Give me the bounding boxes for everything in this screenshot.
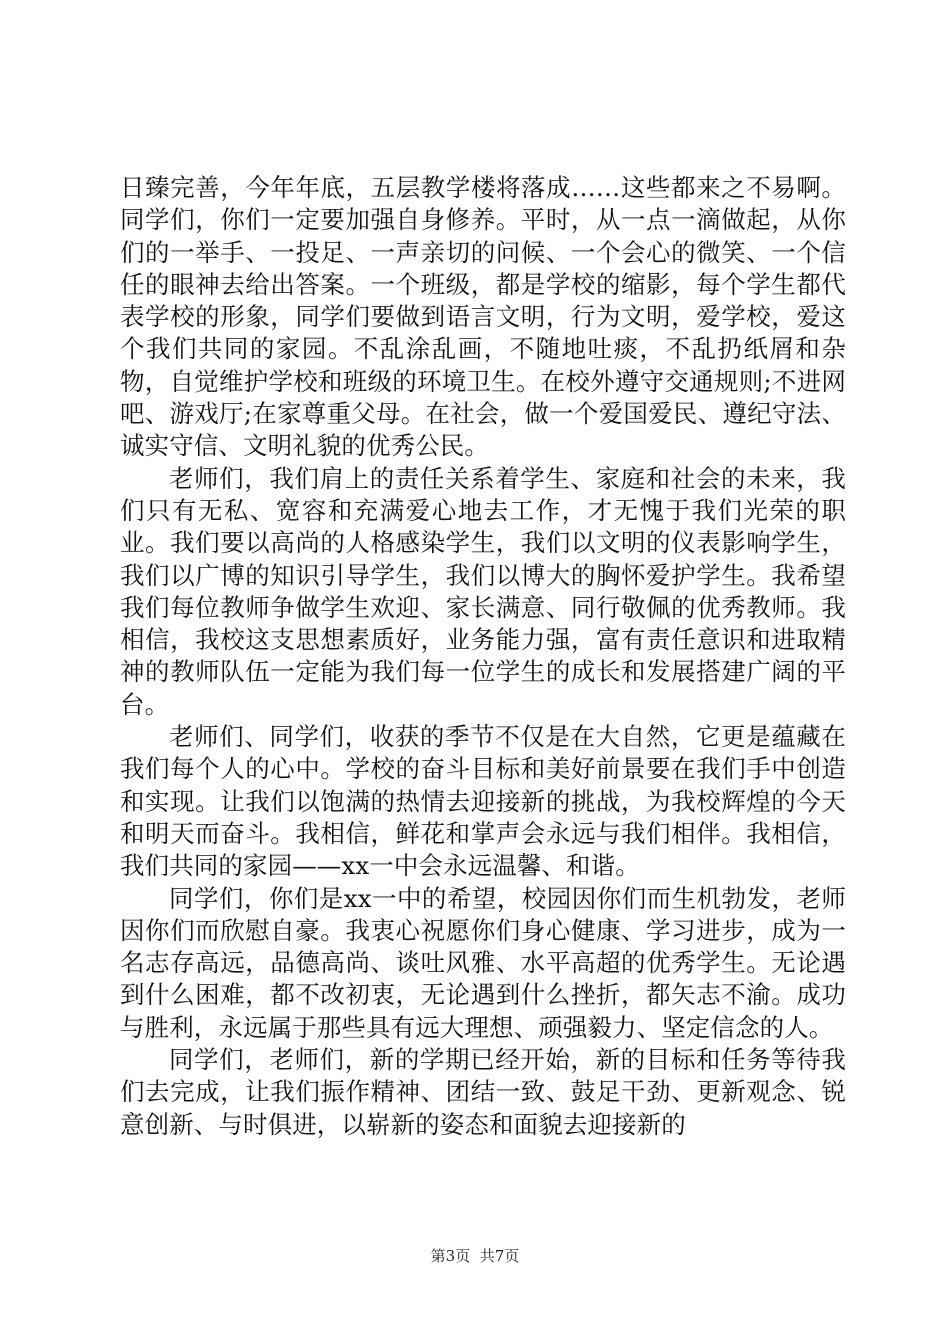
paragraph-3: 老师们、同学们，收获的季节不仅是在大自然，它更是蕴藏在我们每个人的心中。学校的奋斗目标和美好前景要在我们手中创造和实现。让我们以饱满的热情去迎接新的挑战，为我校辉煌的今天和明天而奋斗。我相信，鲜花和掌声会永远与我们相伴。我相信，我们共同的家园——xx一中会永远温馨、和谐。 (120, 722, 846, 881)
paragraph-2: 老师们，我们肩上的责任关系着学生、家庭和社会的未来，我们只有无私、宽容和充满爱心地去工作，才无愧于我们光荣的职业。我们要以高尚的人格感染学生，我们以文明的仪表影响学生，我们以广博的知识引导学生，我们以博大的胸怀爱护学生。我希望我们每位教师争做学生欢迎、家长满意、同行敬佩的优秀教师。我相信，我校这支思想素质好，业务能力强，富有责任意识和进取精神的教师队伍一定能为我们每一位学生的成长和发展搭建广阔的平台。 (120, 463, 846, 719)
document-body (120, 172, 846, 1141)
page-footer (0, 1246, 950, 1266)
paragraph-4: 同学们，你们是xx一中的希望，校园因你们而生机勃发，老师因你们而欣慰自豪。我衷心祝愿你们身心健康、学习进步，成为一名志存高远，品德高尚、谈吐风雅、水平高超的优秀学生。无论遇到什么困难，都不改初衷，无论遇到什么挫折，都矢志不渝。成功与胜利，永远属于那些具有远大理想、顽强毅力、坚定信念的人。 (120, 883, 846, 1042)
page-number: 第3页 (430, 1247, 471, 1265)
paragraph-1: 日臻完善，今年年底，五层教学楼将落成……这些都来之不易啊。同学们，你们一定要加强自身修养。平时，从一点一滴做起，从你们的一举手、一投足、一声亲切的问候、一个会心的微笑、一个信任的眼神去给出答案。一个班级，都是学校的缩影，每个学生都代表学校的形象，同学们要做到语言文明，行为文明，爱学校，爱这个我们共同的家园。不乱涂乱画，不随地吐痰，不乱扔纸屑和杂物，自觉维护学校和班级的环境卫生。在校外遵守交通规则;不进网吧、游戏厅;在家尊重父母。在社会，做一个爱国爱民、遵纪守法、诚实守信、文明礼貌的优秀公民。 (120, 173, 846, 461)
page-total: 共7页 (479, 1247, 520, 1265)
paragraph-5: 同学们，老师们，新的学期已经开始，新的目标和任务等待我们去完成，让我们振作精神、团结一致、鼓足干劲、更新观念、锐意创新、与时俱进，以崭新的姿态和面貌去迎接新的 (120, 1045, 846, 1139)
